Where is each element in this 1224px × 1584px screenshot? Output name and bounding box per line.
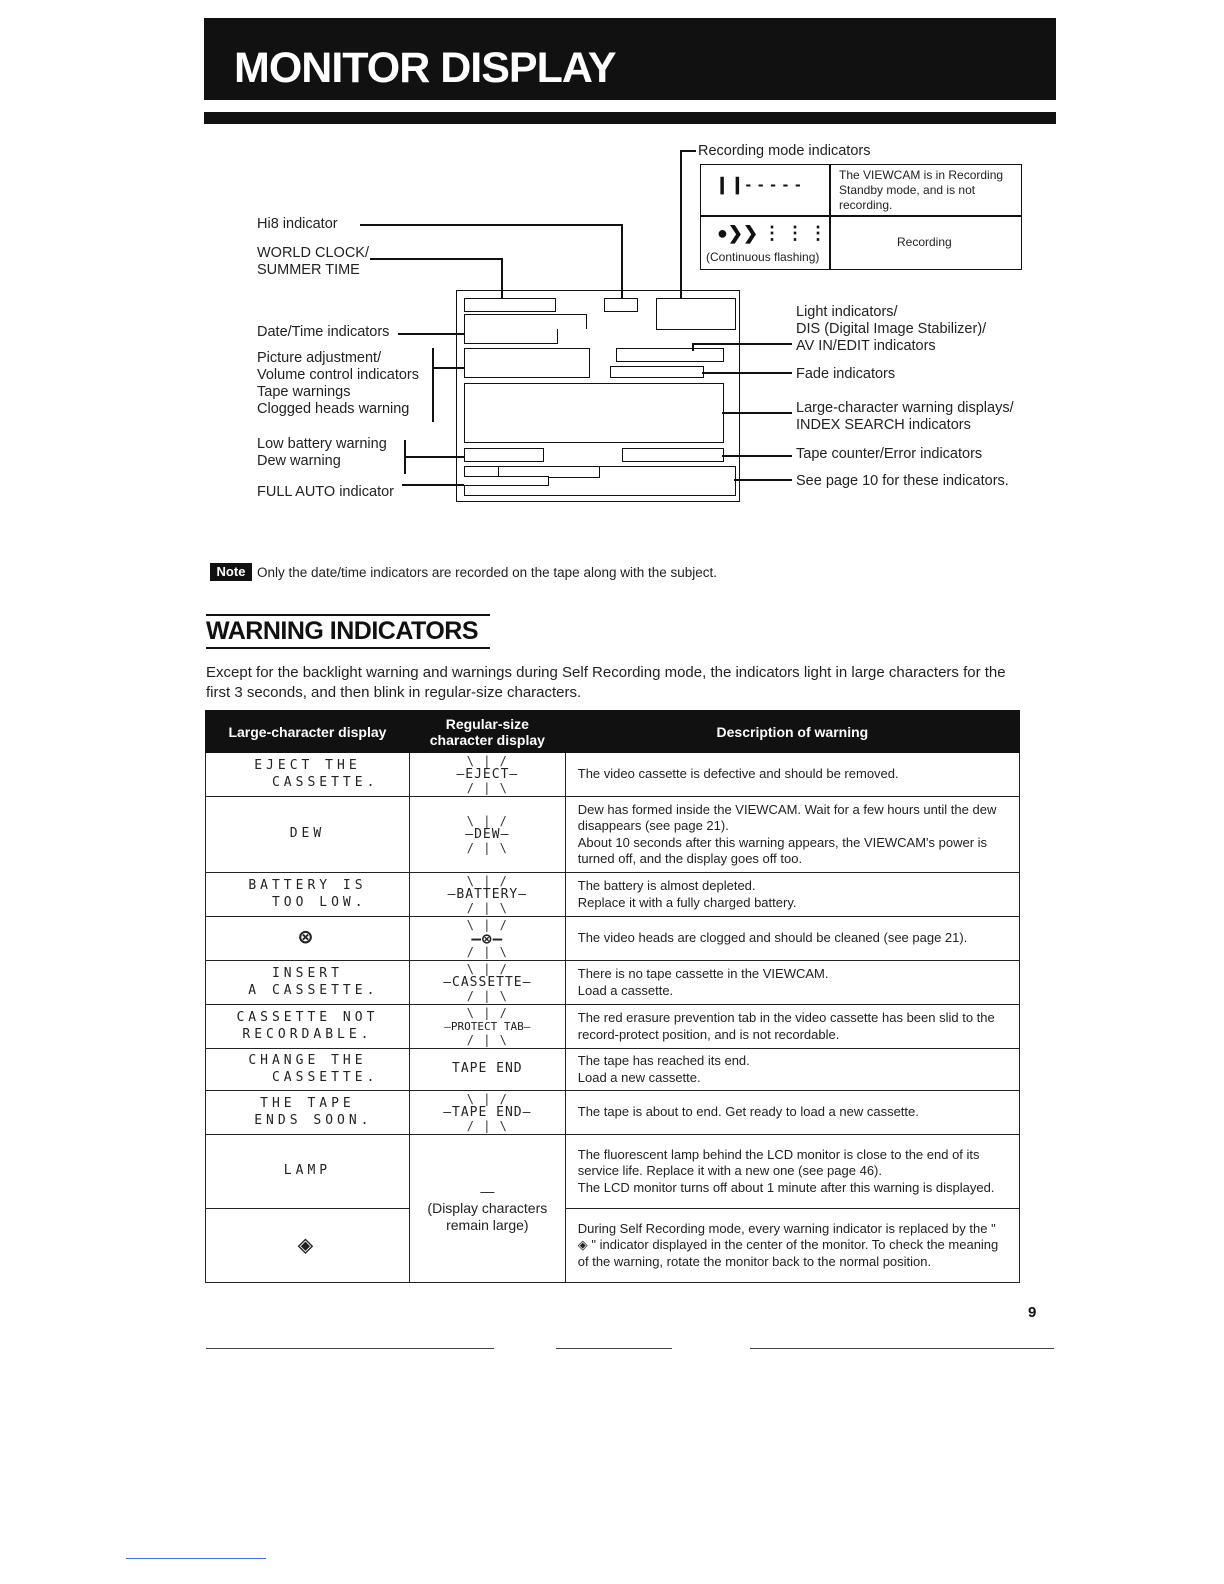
warning-description: There is no tape cassette in the VIEWCAM. Load a cassette. bbox=[565, 961, 1019, 1005]
fade-label: Fade indicators bbox=[796, 366, 896, 382]
clogged-head-icon: ⊗ bbox=[206, 917, 410, 961]
warning-description: The video heads are clogged and should be cleaned (see page 21). bbox=[565, 917, 1019, 961]
regular-display: \ | / —DEW— / | \ bbox=[409, 797, 565, 873]
table-row bbox=[206, 797, 1020, 873]
regular-display: \ | / —BATTERY— / | \ bbox=[409, 873, 565, 917]
table-row bbox=[206, 1135, 1020, 1209]
battery-label: Low battery warning Dew warning bbox=[257, 436, 387, 469]
recording-legend bbox=[700, 164, 1022, 270]
battery-box bbox=[464, 448, 544, 462]
warning-description: The red erasure prevention tab in the video cassette has been slid to the record-protect position, and is not recordable. bbox=[565, 1005, 1019, 1049]
light-label: Light indicators/ DIS (Digital Image Stabilizer)/ AV IN/EDIT indicators bbox=[796, 304, 987, 354]
section-rule bbox=[206, 614, 490, 616]
footer-rule bbox=[126, 1558, 266, 1559]
warning-description: Dew has formed inside the VIEWCAM. Wait for a few hours until the dew disappears (see page 21). About 10 seconds after this warning appears, the VIEWCAM's power is turned off, and the display goes off too. bbox=[565, 797, 1019, 873]
regular-display: \ | / —EJECT— / | \ bbox=[409, 753, 565, 797]
regular-display: \ | / —TAPE END— / | \ bbox=[409, 1091, 565, 1135]
large-display: LAMP bbox=[206, 1135, 410, 1209]
table-header-row bbox=[206, 711, 1020, 753]
large-display: EJECT THE CASSETTE. bbox=[206, 753, 410, 797]
large-display: INSERT A CASSETTE. bbox=[206, 961, 410, 1005]
regular-display: TAPE END bbox=[409, 1049, 565, 1091]
hi8-box bbox=[464, 298, 556, 312]
warning-description: The video cassette is defective and should be removed. bbox=[565, 753, 1019, 797]
monitor-diagram bbox=[0, 0, 1224, 560]
see-page-label: See page 10 for these indicators. bbox=[796, 473, 1009, 489]
regular-display: — (Display characters remain large) bbox=[409, 1135, 565, 1283]
table-row bbox=[206, 753, 1020, 797]
column-header: Description of warning bbox=[565, 711, 1019, 753]
tape-counter-label: Tape counter/Error indicators bbox=[796, 446, 983, 462]
light-box bbox=[656, 298, 736, 330]
self-recording-icon: ◈ bbox=[206, 1209, 410, 1283]
large-char-box bbox=[464, 383, 724, 443]
recording-mode-label: Recording mode indicators bbox=[698, 143, 871, 159]
warning-description: The tape is about to end. Get ready to load a new cassette. bbox=[565, 1091, 1019, 1135]
intro-text: Except for the backlight warning and warnings during Self Recording mode, the indicators light in large characters for the first 3 seconds, and then blink in regular-size characters. bbox=[206, 664, 1006, 701]
regular-display: \ | / —PROTECT TAB— / | \ bbox=[409, 1005, 565, 1049]
table-row bbox=[206, 917, 1020, 961]
warning-table bbox=[205, 710, 1020, 1283]
table-row bbox=[206, 1049, 1020, 1091]
continuous-flashing-note: (Continuous flashing) bbox=[706, 250, 820, 264]
standby-icon: ❙❙- - - - - bbox=[715, 175, 802, 194]
world-clock-label: WORLD CLOCK/ SUMMER TIME bbox=[257, 245, 369, 278]
large-display: CASSETTE NOT RECORDABLE. bbox=[206, 1005, 410, 1049]
column-header: Regular-size character display bbox=[409, 711, 565, 753]
column-header: Large-character display bbox=[206, 711, 410, 753]
large-display: DEW bbox=[206, 797, 410, 873]
table-row bbox=[206, 961, 1020, 1005]
footer-rule bbox=[750, 1348, 1054, 1349]
table-row bbox=[206, 1005, 1020, 1049]
large-display: CHANGE THE CASSETTE. bbox=[206, 1049, 410, 1091]
recording-description: Recording bbox=[897, 235, 952, 249]
large-display: THE TAPE ENDS SOON. bbox=[206, 1091, 410, 1135]
page-number: 9 bbox=[1028, 1304, 1037, 1321]
warning-description: During Self Recording mode, every warning indicator is replaced by the " ◈ " indicator displayed in the center of the monitor. To check the meaning of the warning, rotate the monitor back to the normal position. bbox=[565, 1209, 1019, 1283]
counter-box bbox=[622, 448, 724, 462]
clock-box bbox=[604, 298, 638, 312]
footer-rule bbox=[206, 1348, 494, 1349]
table-row bbox=[206, 1091, 1020, 1135]
dis-box bbox=[616, 348, 724, 362]
table-row bbox=[206, 873, 1020, 917]
picture-box bbox=[464, 348, 590, 378]
date-time-label: Date/Time indicators bbox=[257, 324, 390, 340]
warning-description: The battery is almost depleted. Replace it with a fully charged battery. bbox=[565, 873, 1019, 917]
warning-description: The tape has reached its end. Load a new cassette. bbox=[565, 1049, 1019, 1091]
footer-rule bbox=[556, 1348, 672, 1349]
full-auto-box2 bbox=[464, 476, 549, 486]
fade-box bbox=[610, 366, 704, 378]
section-title: WARNING INDICATORS bbox=[206, 617, 479, 645]
recording-icon: ●❯❯ ⋮ ⋮ ⋮ bbox=[717, 223, 828, 243]
large-display: BATTERY IS TOO LOW. bbox=[206, 873, 410, 917]
picture-adjust-label: Picture adjustment/ Volume control indicators Tape warnings Clogged heads warning bbox=[257, 350, 419, 417]
note-text: Only the date/time indicators are recorded on the tape along with the subject. bbox=[257, 565, 718, 580]
regular-display: \ | / —⊗— / | \ bbox=[409, 917, 565, 961]
date-box-tab bbox=[556, 314, 587, 329]
hi8-label: Hi8 indicator bbox=[257, 216, 338, 232]
table-row bbox=[206, 1209, 1020, 1283]
standby-description: The VIEWCAM is in Recording Standby mode, and is not recording. bbox=[839, 168, 1004, 212]
date-box bbox=[464, 314, 558, 344]
note-badge: Note bbox=[210, 563, 252, 581]
large-char-label: Large-character warning displays/ INDEX SEARCH indicators bbox=[796, 400, 1014, 433]
section-underline bbox=[206, 647, 490, 649]
regular-display: \ | / —CASSETTE— / | \ bbox=[409, 961, 565, 1005]
full-auto-label: FULL AUTO indicator bbox=[257, 484, 394, 500]
warning-description: The fluorescent lamp behind the LCD monitor is close to the end of its service life. Replace it with a new one (see page 46). The LCD monitor turns off about 1 minute after this warning is displayed. bbox=[565, 1135, 1019, 1209]
page-title: MONITOR DISPLAY bbox=[234, 44, 616, 92]
